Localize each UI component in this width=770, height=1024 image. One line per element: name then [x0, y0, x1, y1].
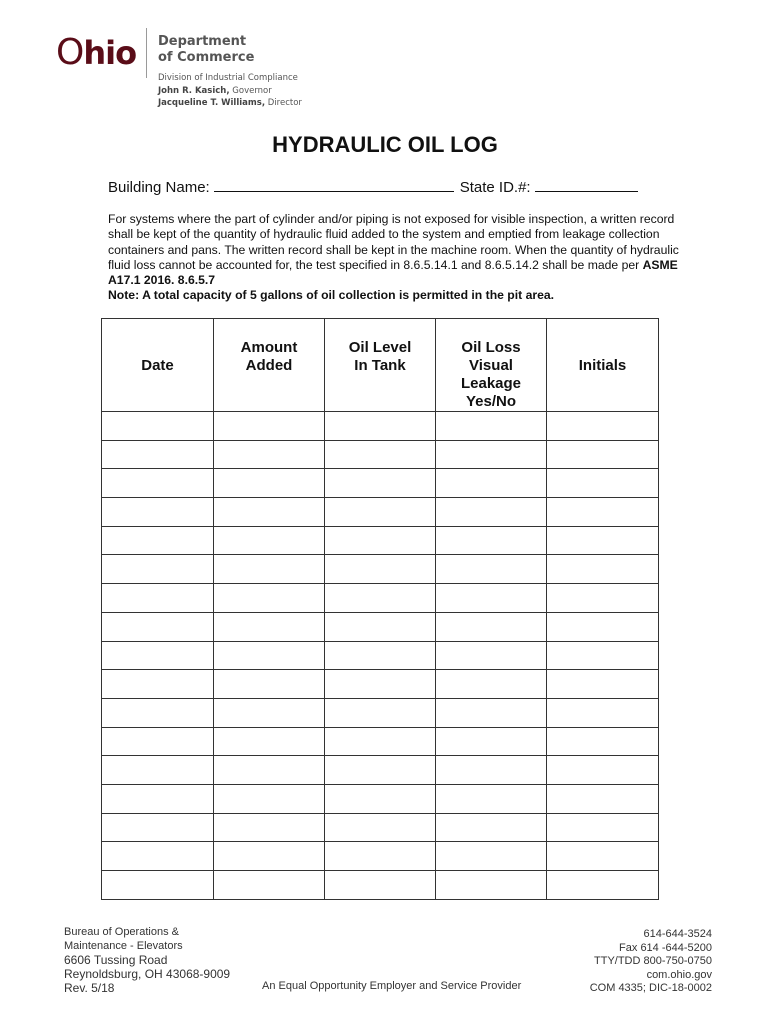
cell-oil-level[interactable] [325, 871, 436, 900]
director-title: Director [267, 98, 302, 108]
cell-oil-level[interactable] [325, 440, 436, 469]
cell-oil-level[interactable] [325, 555, 436, 584]
table-row [102, 584, 659, 613]
table-row [102, 698, 659, 727]
column-header-date: Date [102, 319, 214, 412]
footer-street: 6606 Tussing Road [64, 953, 168, 967]
cell-amount-added[interactable] [214, 698, 325, 727]
column-header-amount-added: Amount Added [214, 319, 325, 412]
cell-oil-level[interactable] [325, 784, 436, 813]
cell-date[interactable] [102, 526, 214, 555]
instructions [108, 212, 688, 304]
cell-amount-added[interactable] [214, 756, 325, 785]
cell-oil-loss[interactable] [436, 670, 547, 699]
cell-oil-loss[interactable] [436, 727, 547, 756]
cell-initials[interactable] [547, 612, 659, 641]
state-id-label: State ID.#: [459, 179, 531, 196]
table-body [102, 412, 659, 900]
cell-initials[interactable] [547, 670, 659, 699]
cell-initials[interactable] [547, 555, 659, 584]
cell-oil-level[interactable] [325, 412, 436, 441]
cell-initials[interactable] [547, 641, 659, 670]
header-officials [158, 72, 302, 110]
document-title: HYDRAULIC OIL LOG [272, 132, 498, 157]
footer-bureau-line-1: Bureau of Operations & [64, 926, 179, 938]
cell-amount-added[interactable] [214, 440, 325, 469]
cell-amount-added[interactable] [214, 498, 325, 527]
cell-oil-loss[interactable] [436, 555, 547, 584]
cell-date[interactable] [102, 555, 214, 584]
cell-date[interactable] [102, 412, 214, 441]
ohio-logo: Ohio [56, 32, 137, 73]
cell-oil-loss[interactable] [436, 784, 547, 813]
letterhead [56, 28, 476, 112]
cell-date[interactable] [102, 641, 214, 670]
cell-oil-loss[interactable] [436, 498, 547, 527]
header-divider [146, 28, 147, 78]
cell-date[interactable] [102, 727, 214, 756]
table-row [102, 784, 659, 813]
footer-contact [590, 928, 712, 996]
footer-phone: 614-644-3524 [643, 928, 712, 940]
cell-oil-level[interactable] [325, 612, 436, 641]
cell-initials[interactable] [547, 784, 659, 813]
cell-oil-level[interactable] [325, 813, 436, 842]
cell-amount-added[interactable] [214, 412, 325, 441]
cell-amount-added[interactable] [214, 526, 325, 555]
cell-oil-level[interactable] [325, 727, 436, 756]
table-row [102, 469, 659, 498]
cell-oil-loss[interactable] [436, 469, 547, 498]
cell-initials[interactable] [547, 698, 659, 727]
cell-amount-added[interactable] [214, 813, 325, 842]
cell-initials[interactable] [547, 498, 659, 527]
cell-initials[interactable] [547, 756, 659, 785]
table-row [102, 641, 659, 670]
cell-amount-added[interactable] [214, 871, 325, 900]
cell-initials[interactable] [547, 412, 659, 441]
cell-oil-level[interactable] [325, 469, 436, 498]
cell-initials[interactable] [547, 440, 659, 469]
department-line-1: Department [158, 34, 247, 49]
cell-initials[interactable] [547, 584, 659, 613]
cell-amount-added[interactable] [214, 612, 325, 641]
cell-oil-level[interactable] [325, 641, 436, 670]
cell-date[interactable] [102, 469, 214, 498]
table-row [102, 498, 659, 527]
cell-amount-added[interactable] [214, 784, 325, 813]
footer-equal-opportunity: An Equal Opportunity Employer and Service Provider [262, 980, 522, 992]
governor-line [158, 85, 302, 98]
cell-oil-loss[interactable] [436, 641, 547, 670]
cell-oil-loss[interactable] [436, 526, 547, 555]
table-row [102, 526, 659, 555]
cell-oil-loss[interactable] [436, 584, 547, 613]
table-row [102, 727, 659, 756]
department-name [158, 34, 254, 66]
cell-oil-loss[interactable] [436, 412, 547, 441]
oil-log-table [101, 318, 659, 900]
footer-address [64, 926, 230, 995]
table-header-row [102, 319, 659, 412]
building-name-label: Building Name: [108, 179, 210, 196]
column-header-oil-level: Oil Level In Tank [325, 319, 436, 412]
governor-name: John R. Kasich, [158, 85, 230, 96]
cell-oil-loss[interactable] [436, 871, 547, 900]
cell-initials[interactable] [547, 526, 659, 555]
cell-oil-level[interactable] [325, 756, 436, 785]
code-reference: ASME A17.1 2016. 8.6.5.7 [108, 257, 678, 288]
cell-oil-level[interactable] [325, 842, 436, 871]
cell-amount-added[interactable] [214, 584, 325, 613]
building-name-field[interactable] [214, 177, 454, 192]
cell-date[interactable] [102, 440, 214, 469]
director-name: Jacqueline T. Williams, [158, 98, 266, 108]
table-row [102, 871, 659, 900]
column-header-initials: Initials [547, 319, 659, 412]
cell-oil-level[interactable] [325, 584, 436, 613]
director-line [158, 97, 302, 110]
cell-date[interactable] [102, 813, 214, 842]
cell-date[interactable] [102, 670, 214, 699]
cell-oil-loss[interactable] [436, 612, 547, 641]
cell-date[interactable] [102, 784, 214, 813]
footer-fax: Fax 614 -644-5200 [619, 941, 712, 954]
cell-initials[interactable] [547, 727, 659, 756]
cell-date[interactable] [102, 498, 214, 527]
cell-date[interactable] [102, 584, 214, 613]
table-row [102, 440, 659, 469]
cell-amount-added[interactable] [214, 727, 325, 756]
footer-city: Reynoldsburg, OH 43068-9009 [64, 967, 231, 981]
footer-tty: TTY/TDD 800-750-0750 [594, 955, 712, 967]
table-row [102, 842, 659, 871]
table-row [102, 555, 659, 584]
cell-oil-loss[interactable] [436, 756, 547, 785]
cell-initials[interactable] [547, 813, 659, 842]
cell-oil-loss[interactable] [436, 698, 547, 727]
building-info-row [108, 177, 638, 196]
column-header-oil-loss: Oil Loss Visual Leakage Yes/No [436, 319, 547, 412]
cell-oil-level[interactable] [325, 498, 436, 527]
department-line-2: of Commerce [158, 50, 255, 65]
cell-amount-added[interactable] [214, 555, 325, 584]
cell-oil-loss[interactable] [436, 813, 547, 842]
cell-amount-added[interactable] [214, 641, 325, 670]
footer-revision: Rev. 5/18 [64, 981, 115, 995]
cell-oil-loss[interactable] [436, 440, 547, 469]
governor-title: Governor [232, 85, 272, 96]
cell-date[interactable] [102, 871, 214, 900]
table-row [102, 412, 659, 441]
cell-amount-added[interactable] [214, 670, 325, 699]
cell-initials[interactable] [547, 871, 659, 900]
table-row [102, 670, 659, 699]
cell-amount-added[interactable] [214, 469, 325, 498]
cell-oil-level[interactable] [325, 698, 436, 727]
cell-date[interactable] [102, 842, 214, 871]
cell-date[interactable] [102, 756, 214, 785]
footer-bureau-line-2: Maintenance - Elevators [64, 939, 183, 952]
cell-oil-loss[interactable] [436, 842, 547, 871]
cell-date[interactable] [102, 612, 214, 641]
table-row [102, 612, 659, 641]
division-name: Division of Industrial Compliance [158, 73, 298, 83]
cell-oil-level[interactable] [325, 526, 436, 555]
cell-date[interactable] [102, 698, 214, 727]
table-row [102, 756, 659, 785]
footer-form-id: COM 4335; DIC-18-0002 [589, 982, 712, 994]
cell-initials[interactable] [547, 842, 659, 871]
table-row [102, 813, 659, 842]
instructions-body: For systems where the part of cylinder and/or piping is not exposed for visible inspection, a written record shall be kept of the quantity of hydraulic fluid added to the system and emptied from leakage collection containers and pans. The written record shall be kept in the machine room. When the quantity of hydraulic fluid loss cannot be accounted for, the test specified in 8.6.5.14.1 and 8.6.5.14.2 shall be made per [108, 212, 679, 272]
cell-initials[interactable] [547, 469, 659, 498]
footer-website: com.ohio.gov [646, 968, 712, 981]
state-id-field[interactable] [535, 177, 638, 192]
cell-amount-added[interactable] [214, 842, 325, 871]
cell-oil-level[interactable] [325, 670, 436, 699]
capacity-note: Note: A total capacity of 5 gallons of oil collection is permitted in the pit area. [108, 288, 555, 303]
